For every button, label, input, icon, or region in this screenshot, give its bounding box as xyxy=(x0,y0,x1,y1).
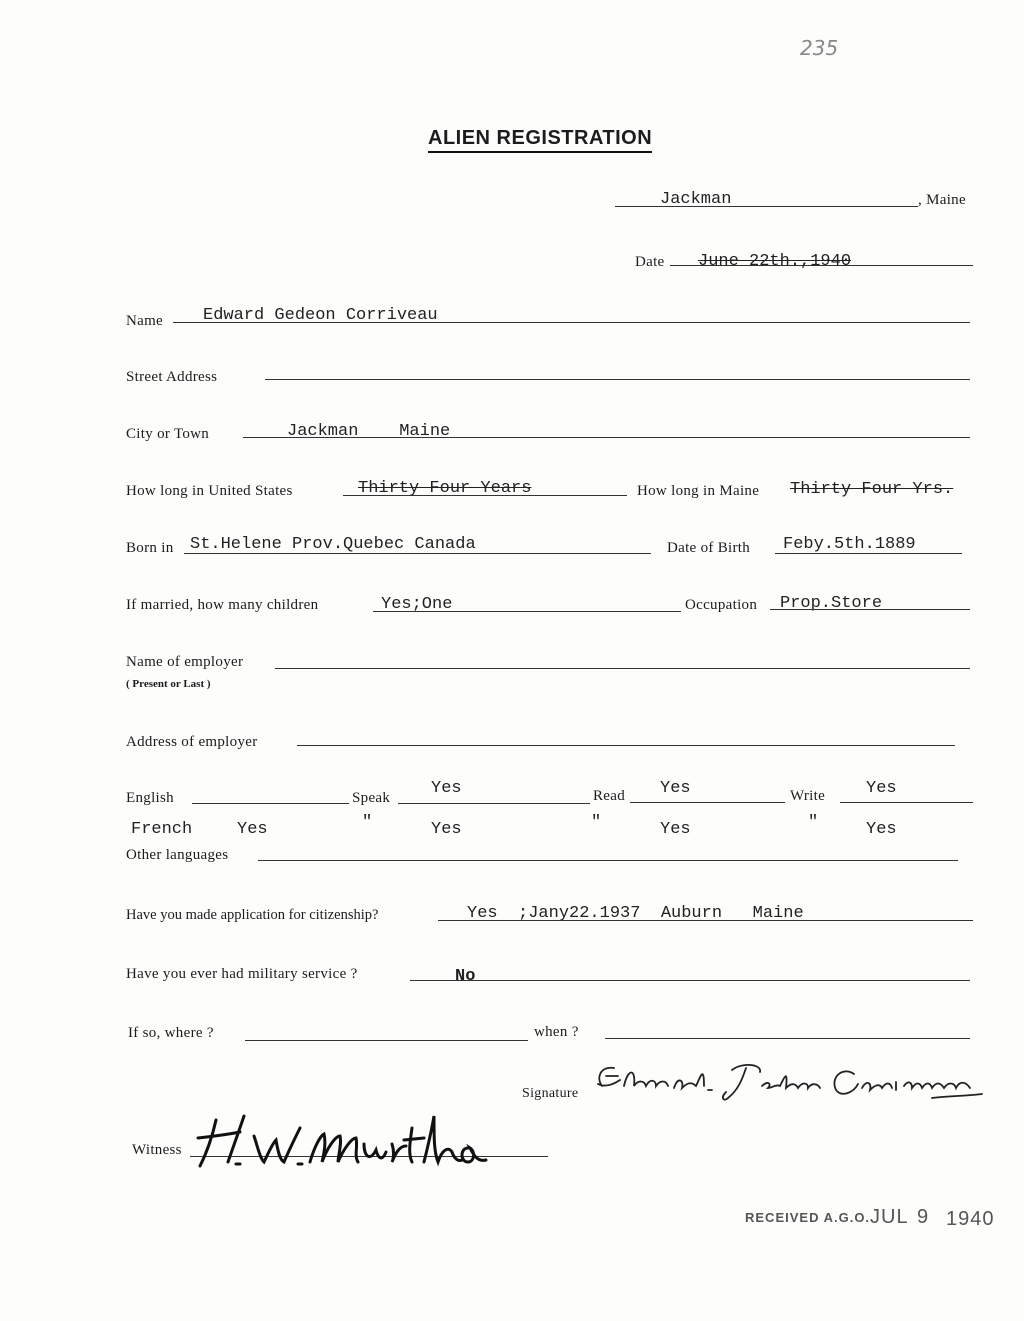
employer-line xyxy=(275,668,970,669)
street-address-line xyxy=(265,379,970,380)
write-label: Write xyxy=(790,788,826,804)
french-read-value: Yes xyxy=(660,820,691,839)
witness-handwriting xyxy=(188,1108,488,1170)
military-value: No xyxy=(455,967,476,986)
english-read-value: Yes xyxy=(660,779,691,798)
children-value: Yes;One xyxy=(381,595,453,614)
english-write-value: Yes xyxy=(866,779,897,798)
employer-label: Name of employer xyxy=(126,654,244,670)
french-write-value: Yes xyxy=(866,820,897,839)
ditto-speak: " xyxy=(362,813,373,832)
dob-value: Feby.5th.1889 xyxy=(783,535,916,554)
city-value: Jackman Maine xyxy=(287,422,451,441)
when-line xyxy=(605,1038,970,1039)
street-address-label: Street Address xyxy=(126,369,218,385)
ditto-read: " xyxy=(591,813,602,832)
occupation-line xyxy=(770,609,970,610)
form-title: ALIEN REGISTRATION xyxy=(428,127,652,153)
read-label: Read xyxy=(593,788,626,804)
location-state-label: , Maine xyxy=(918,192,966,208)
how-long-us-value: Thirty Four Years xyxy=(358,479,532,498)
when-label: when ? xyxy=(534,1024,579,1040)
page-number: 235 xyxy=(800,36,839,60)
witness-label: Witness xyxy=(132,1142,182,1158)
how-long-us-label: How long in United States xyxy=(126,483,293,499)
citizenship-value: Yes ;Jany22.1937 Auburn Maine xyxy=(467,904,804,923)
date-value: June 22th.,1940 xyxy=(698,252,852,271)
date-label: Date xyxy=(635,254,665,270)
born-in-line xyxy=(184,553,651,554)
french-speak-value: Yes xyxy=(431,820,462,839)
born-in-label: Born in xyxy=(126,540,174,556)
name-line xyxy=(173,322,970,323)
how-long-maine-value: Thirty Four Yrs. xyxy=(790,480,954,499)
military-line xyxy=(410,980,970,981)
city-line xyxy=(243,437,970,438)
how-long-us-line xyxy=(343,495,627,496)
received-stamp-text: RECEIVED A.G.O. xyxy=(745,1210,871,1225)
where-line xyxy=(245,1040,528,1041)
speak-line xyxy=(398,803,590,804)
read-line xyxy=(630,802,785,803)
received-stamp-day: 9 xyxy=(917,1206,930,1228)
where-label: If so, where ? xyxy=(128,1025,214,1041)
children-line xyxy=(373,611,681,612)
french-value: Yes xyxy=(237,820,268,839)
english-line xyxy=(192,803,349,804)
write-line xyxy=(840,802,973,803)
ditto-write: " xyxy=(808,813,819,832)
citizenship-line xyxy=(438,920,973,921)
dob-label: Date of Birth xyxy=(667,540,751,556)
english-label: English xyxy=(126,790,174,806)
signature-handwriting xyxy=(592,1058,987,1108)
employer-address-line xyxy=(297,745,955,746)
location-value: Jackman xyxy=(660,190,732,209)
location-line xyxy=(615,206,918,207)
signature-label: Signature xyxy=(522,1086,579,1101)
other-languages-line xyxy=(258,860,958,861)
occupation-label: Occupation xyxy=(685,597,758,613)
other-languages-label: Other languages xyxy=(126,847,229,863)
received-stamp-year: 1940 xyxy=(946,1208,995,1230)
city-label: City or Town xyxy=(126,426,210,442)
employer-note: ( Present or Last ) xyxy=(126,678,211,690)
speak-label: Speak xyxy=(352,790,391,806)
children-label: If married, how many children xyxy=(126,597,319,613)
born-in-value: St.Helene Prov.Quebec Canada xyxy=(190,535,476,554)
name-label: Name xyxy=(126,313,164,329)
english-speak-value: Yes xyxy=(431,779,462,798)
date-line xyxy=(670,265,973,266)
name-value: Edward Gedeon Corriveau xyxy=(203,306,438,325)
received-stamp-month: JUL xyxy=(870,1206,909,1228)
employer-address-label: Address of employer xyxy=(126,734,258,750)
dob-line xyxy=(775,553,962,554)
occupation-value: Prop.Store xyxy=(780,594,883,613)
how-long-maine-label: How long in Maine xyxy=(637,483,760,499)
french-label: French xyxy=(131,820,193,839)
military-label: Have you ever had military service ? xyxy=(126,966,358,982)
citizenship-label: Have you made application for citizenship? xyxy=(126,907,379,923)
